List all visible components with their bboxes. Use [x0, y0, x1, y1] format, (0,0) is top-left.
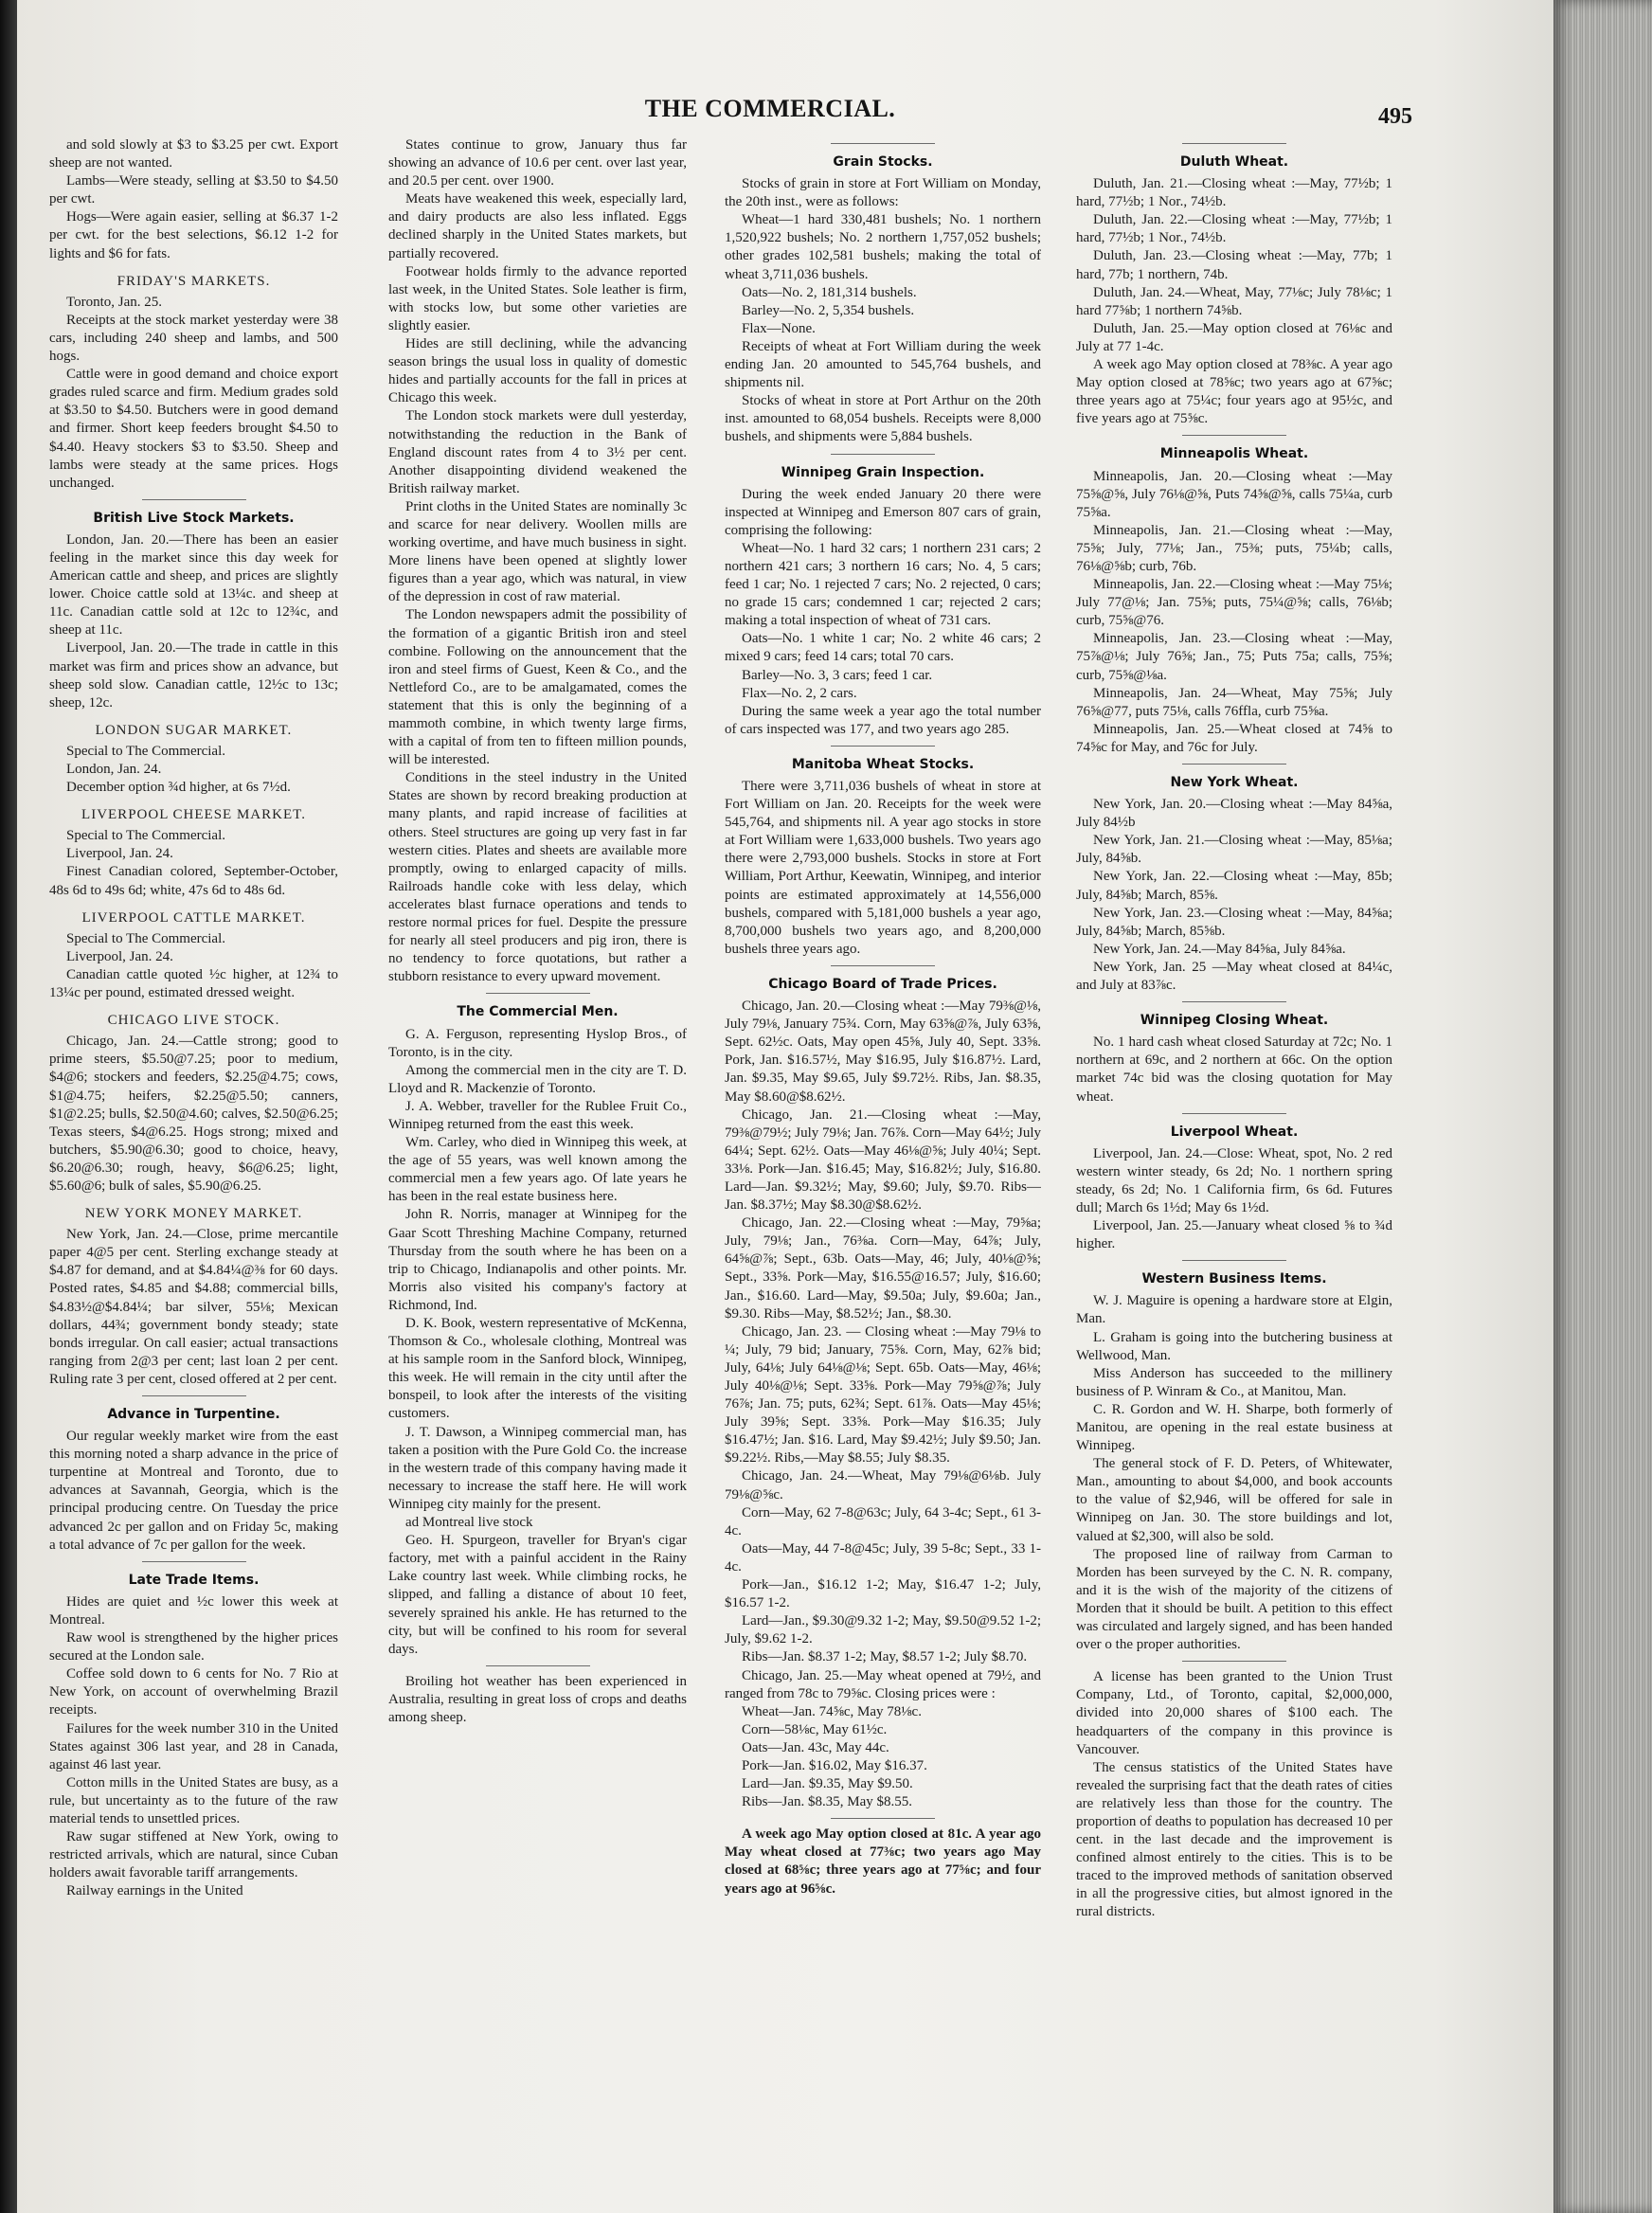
- section-heading: LIVERPOOL CATTLE MARKET.: [81, 909, 306, 926]
- section-heading: Manitoba Wheat Stocks.: [791, 756, 975, 772]
- page-number: 495: [1378, 104, 1412, 129]
- heading-rule: [1182, 764, 1286, 765]
- article-paragraph: The census statistics of the United States have revealed the surprising fact that the death rates of cities are relatively less than those for the country. The proportion of deaths to population has decreased 10 per cent. in the last decade and the improvement is confined almost entirely to the cities. This is to be traced to the improved methods of sanitation observed in all the progressive cities, but almost ignored in the rural districts.: [1076, 1759, 1392, 1920]
- article-paragraph: Chicago, Jan. 21.—Closing wheat :—May, 79⅜@79½; July 79⅛; Jan. 76⅞. Corn—May 64½; July 64¼; Sept. 62½. Oats—May 46⅛@⅝; July 40¼; Sept. 33⅛. Pork—Jan. $16.45; May, $16.82½; July, $16.80. Lard—Jan. $9.32½; May, $9.60; July, $9.70. Ribs—Jan. $8.37½; May $8.30@$8.62½.: [725, 1106, 1041, 1214]
- article-paragraph: Chicago, Jan. 25.—May wheat opened at 79½, and ranged from 78c to 79⅝c. Closing prices were :: [725, 1667, 1041, 1701]
- article-paragraph: Chicago, Jan. 24.—Wheat, May 79⅛@6⅛b. July 79⅛@⅝c.: [725, 1468, 1041, 1502]
- page-stack-edge: [1553, 0, 1652, 2213]
- section-heading: LONDON SUGAR MARKET.: [95, 722, 293, 738]
- article-paragraph: L. Graham is going into the butchering business at Wellwood, Man.: [1076, 1329, 1392, 1363]
- article-paragraph: Chicago, Jan. 22.—Closing wheat :—May, 79⅝a; July, 79⅛; Jan., 76⅜a. Corn—May, 64⅞; July, 64⅝@⅞; Sept., 63b. Oats—May, 46; July, 40⅛@⅝; Sept., 33⅝. Pork—May, $16.55@16.57; July, $16.60; Jan., $16.60. Lard—May, $9.50a; July, $9.60a; Jan., $9.30. Ribs—May, $8.52½; Jan., $8.30.: [725, 1215, 1041, 1322]
- article-paragraph: During the same week a year ago the total number of cars inspected was 177, and two years ago 285.: [725, 703, 1041, 737]
- heading-rule: [1182, 1001, 1286, 1002]
- article-paragraph: Corn—58⅛c, May 61½c.: [742, 1721, 888, 1737]
- article-paragraph: J. A. Webber, traveller for the Rublee Fruit Co., Winnipeg returned from the east this week.: [388, 1098, 687, 1132]
- article-paragraph: Minneapolis, Jan. 22.—Closing wheat :—May 75⅛; July 77@⅛; Jan. 75⅝; puts, 75¼@⅝; calls, 76⅛b; curb, 75⅝@76.: [1076, 577, 1392, 629]
- section-heading: CHICAGO LIVE STOCK.: [107, 1013, 280, 1029]
- article-paragraph: New York, Jan. 20.—Closing wheat :—May 84⅝a, July 84½b: [1076, 797, 1392, 831]
- article-paragraph: New York, Jan. 22.—Closing wheat :—May, 85b; July, 84⅝b; March, 85⅝.: [1076, 869, 1392, 903]
- article-paragraph: Pork—Jan. $16.02, May $16.37.: [742, 1757, 927, 1773]
- article-paragraph: Liverpool, Jan. 24.: [66, 948, 173, 964]
- article-paragraph: Among the commercial men in the city are T. D. Lloyd and R. Mackenzie of Toronto.: [388, 1062, 687, 1096]
- heading-rule: [831, 143, 935, 144]
- article-paragraph: Flax—None.: [742, 320, 816, 336]
- article-paragraph: London, Jan. 24.: [66, 762, 162, 777]
- article-paragraph: The London stock markets were dull yesterday, notwithstanding the reduction in the Bank of England discount rates from 4 to 3½ per cent. Another disappointing dividend weakened the British railway market.: [388, 408, 687, 496]
- section-rule: [1182, 1661, 1286, 1662]
- article-paragraph: Barley—No. 2, 5,354 bushels.: [742, 302, 915, 318]
- heading-rule: [142, 499, 246, 500]
- section-heading: Winnipeg Grain Inspection.: [781, 464, 985, 480]
- article-paragraph: Ribs—Jan. $8.37 1-2; May, $8.57 1-2; July $8.70.: [742, 1649, 1028, 1665]
- article-paragraph: Raw wool is strengthened by the higher prices secured at the London sale.: [49, 1630, 338, 1664]
- heading-rule: [1182, 1260, 1286, 1261]
- heading-rule: [486, 993, 590, 994]
- article-paragraph: Our regular weekly market wire from the east this morning noted a sharp advance in the price of turpentine at Montreal and Toronto, due to advances at Savannah, Georgia, which is the principal producing centre. On Tuesday the price advanced 2c per gallon and on Friday 5c, making a total advance of 7c per gallon for the week.: [49, 1429, 338, 1553]
- article-paragraph: Miss Anderson has succeeded to the millinery business of P. Winram & Co., at Manitou, Man.: [1076, 1365, 1392, 1399]
- article-paragraph: London, Jan. 20.—There has been an easier feeling in the market since this day week for American cattle and sheep, and prices are slightly lower. Choice cattle sold at 13¼c. and sheep at 11c. Canadian cattle sold at 12c to 12¾c, and sheep at 11c.: [49, 531, 338, 639]
- article-paragraph: Hogs—Were again easier, selling at $6.37 1-2 per cwt. for the best selections, $6.12 1-2 for lights and $6 for fats.: [49, 209, 338, 261]
- article-paragraph: Toronto, Jan. 25.: [66, 294, 163, 310]
- section-heading: Minneapolis Wheat.: [1159, 446, 1309, 462]
- heading-rule: [142, 1561, 246, 1562]
- article-paragraph: Broiling hot weather has been experienced in Australia, resulting in great loss of crops and deaths among sheep.: [388, 1673, 687, 1725]
- article-paragraph: Cotton mills in the United States are busy, as a rule, but uncertainty as to the future of the raw material tends to unsettled prices.: [49, 1774, 338, 1826]
- column-2: [388, 136, 687, 2031]
- article-paragraph: Railway earnings in the United: [66, 1883, 243, 1899]
- article-paragraph: D. K. Book, western representative of McKenna, Thomson & Co., wholesale clothing, Montreal was at his sample room in the Sanford block, Winnipeg, this week. He will remain in the city until after the bonspeil, to look after the interests of the visiting customers.: [388, 1316, 687, 1422]
- article-paragraph: Receipts of wheat at Fort William during the week ending Jan. 20 amounted to 545,764 bushels, and shipments nil.: [725, 338, 1041, 391]
- article-paragraph: A week ago May option closed at 78⅜c. A year ago May option closed at 78⅝c; two years ago at 67⅝c; three years ago at 75¼c; four years ago at 95½c, and five years ago at 75⅝c.: [1076, 357, 1392, 427]
- section-heading: Chicago Board of Trade Prices.: [768, 976, 997, 992]
- article-paragraph: Lard—Jan. $9.35, May $9.50.: [742, 1776, 913, 1792]
- section-heading: Winnipeg Closing Wheat.: [1140, 1013, 1329, 1029]
- article-paragraph: Stocks of grain in store at Fort William on Monday, the 20th inst., were as follows:: [725, 176, 1041, 210]
- section-heading: LIVERPOOL CHEESE MARKET.: [81, 807, 306, 823]
- article-paragraph: Ribs—Jan. $8.35, May $8.55.: [742, 1794, 912, 1810]
- article-paragraph: The proposed line of railway from Carman to Morden has been surveyed by the C. N. R. company, and it is the wish of the majority of the citizens of Morden that it should be built. A petition to this effect was circulated and largely signed, and has been handed over o the proper authorities.: [1076, 1546, 1392, 1653]
- article-paragraph: ad Montreal live stock: [405, 1515, 533, 1531]
- article-paragraph: Meats have weakened this week, especially lard, and dairy products are also less inflated. Eggs declined sharply in the United States markets, but partially recovered.: [388, 191, 687, 261]
- article-paragraph: Hides are still declining, while the advancing season brings the usual loss in quality of domestic hides and partially accounts for the fall in prices at Chicago this week.: [388, 336, 687, 406]
- article-paragraph: Cattle were in good demand and choice export grades ruled scarce and firm. Medium grades sold at $3.50 to $4.50. Butchers were in good demand and firmer. Short keep feeders brought $4.50 to $4.40. Heavy stockers $3 to $3.50. Sheep and lambs were steady at the same prices. Hogs unchanged.: [49, 367, 338, 491]
- article-paragraph: Hides are quiet and ½c lower this week at Montreal.: [49, 1593, 338, 1628]
- article-paragraph: Finest Canadian colored, September-October, 48s 6d to 49s 6d; white, 47s 6d to 48s 6d.: [49, 864, 338, 898]
- article-paragraph: Barley—No. 3, 3 cars; feed 1 car.: [742, 667, 933, 683]
- running-head: THE COMMERCIAL.: [644, 95, 896, 122]
- heading-rule: [1182, 143, 1286, 144]
- article-paragraph: Duluth, Jan. 22.—Closing wheat :—May, 77½b; 1 hard, 77½b; 1 Nor., 74½b.: [1076, 212, 1392, 246]
- article-paragraph: John R. Norris, manager at Winnipeg for the Gaar Scott Threshing Machine Company, returned Thursday from the south where he has been on a trip to Chicago, Indianapolis and other points. Mr. Morris also visited his company's factory at Richmond, Ind.: [388, 1207, 687, 1313]
- article-paragraph: Chicago, Jan. 24.—Cattle strong; good to prime steers, $5.50@7.25; poor to medium, $4@6; stockers and feeders, $2.25@4.75; cows, $1@4.75; heifers, $2.25@5.50; canners, $1@2.25; bulls, $2.50@4.60; calves, $2.50@6.25; Texas steers, $4@6.25. Hogs strong; mixed and butchers, $5.90@6.30; good to choice, heavy, $6.20@6.30; rough, heavy, $6@6.25; light, $5.60@6; bulk of sales, $5.90@6.25.: [49, 1034, 338, 1194]
- article-paragraph: No. 1 hard cash wheat closed Saturday at 72c; No. 1 northern at 69c, and 2 northern at 66c. On the option market 74c bid was the closing quotation for May wheat.: [1076, 1035, 1392, 1105]
- article-paragraph: New York, Jan. 24.—May 84⅝a, July 84⅝a.: [1093, 941, 1346, 957]
- article-paragraph: Flax—No. 2, 2 cars.: [742, 685, 857, 701]
- article-paragraph: Wheat—1 hard 330,481 bushels; No. 1 northern 1,520,922 bushels; No. 2 northern 1,757,052 bushels; other grades 102,581 bushels; making the total of wheat 3,711,036 bushels.: [725, 212, 1041, 282]
- article-paragraph: Corn—May, 62 7-8@63c; July, 64 3-4c; Sept., 61 3-4c.: [725, 1504, 1041, 1538]
- article-paragraph: Minneapolis, Jan. 24—Wheat, May 75⅝; July 76⅝@77, puts 75⅛, calls 76ffla, curb 75⅝a.: [1076, 685, 1392, 719]
- article-paragraph: Stocks of wheat in store at Port Arthur on the 20th inst. amounted to 68,054 bushels. Receipts were 8,000 bushels, and shipments were 5,884 bushels.: [725, 393, 1041, 445]
- article-paragraph: Chicago, Jan. 23. — Closing wheat :—May 79⅛ to ¼; July, 79 bid; January, 75⅝. Corn, May, 62⅞ bid; July, 64⅛; July 64⅛@⅛; Sept. 65b. Oats—May, 46⅛; July 40⅛@⅛; Sept. 33⅝. Pork—May 79⅝@⅞; July 76⅞; Jan. 75; puts, 62¾; Sept. 61⅞. Oats—May 45⅛; July 39⅝; Sept. 33⅝. Pork—May $16.35; July $16.47½; Jan. $16. Lard, May $9.42½; July $9.50; Jan. $9.22½. Ribs,—May $8.55; July $8.35.: [725, 1323, 1041, 1466]
- article-paragraph: There were 3,711,036 bushels of wheat in store at Fort William on Jan. 20. Receipts for the week were 545,764, and shipments nil. A year ago stocks in store at Fort William were 1,633,000 bushels. Two years ago there were 2,793,000 bushels. Stocks in store at Fort William, Port Arthur, Keewatin, Winnipeg, and interior points are estimated approximately at 14,556,000 bushels, compared with 5,181,000 bushels a year ago, 8,700,000 bushels two years ago, and 8,200,000 bushels three years ago.: [725, 779, 1041, 957]
- section-heading: Duluth Wheat.: [1179, 154, 1289, 170]
- article-paragraph: New York, Jan. 24.—Close, prime mercantile paper 4@5 per cent. Sterling exchange steady at $4.87 for demand, and at $4.84¼@⅜ for 60 days. Posted rates, $4.85 and $4.88; commercial bills, $4.83½@$4.84¼; bar silver, 55⅛; Mexican dollars, 44¾; government bondy steady; state bonds irregular. On call easier; actual transactions ranging from 2@3 per cent; last loan 2 per cent. Ruling rate 3 per cent, closed offered at 2 per cent.: [49, 1227, 338, 1387]
- article-paragraph: Wm. Carley, who died in Winnipeg this week, at the age of 55 years, was well known among the commercial men a few years ago. Of late years he has been in the real estate business here.: [388, 1135, 687, 1205]
- article-paragraph: Coffee sold down to 6 cents for No. 7 Rio at New York, on account of overwhelming Brazil receipts.: [49, 1666, 338, 1718]
- article-paragraph: Liverpool, Jan. 20.—The trade in cattle in this market was firm and prices show an advance, but sheep sold slow. Canadian cattle, 12½c to 13c; sheep, 12c.: [49, 640, 338, 711]
- article-paragraph: J. T. Dawson, a Winnipeg commercial man, has taken a position with the Pure Gold Co. the increase in the western trade of this company having made it necessary to increase the staff here. He will work Winnipeg city mainly for the present.: [388, 1424, 687, 1512]
- article-paragraph: Raw sugar stiffened at New York, owing to restricted arrivals, which are natural, since Cuban holders await favorable tariff arrangements.: [49, 1829, 338, 1881]
- article-paragraph: The London newspapers admit the possibility of the formation of a gigantic British iron and steel combine. Following on the announcement that the iron and steel firms of Guest, Keen & Co., and the Nettleford Co., are to be amalgamated, comes the statement that this is only the beginning of a mammoth combine, in which twenty large firms, with a capital of from ten to fifteen million pounds, will be interested.: [388, 607, 687, 768]
- article-paragraph: New York, Jan. 25 —May wheat closed at 84¼c, and July at 83⅞c.: [1076, 959, 1392, 994]
- article-paragraph: Duluth, Jan. 24.—Wheat, May, 77⅛c; July 78⅛c; 1 hard 77⅝b; 1 northern 74⅝b.: [1076, 284, 1392, 318]
- heading-rule: [831, 746, 935, 747]
- article-paragraph: Wheat—Jan. 74⅝c, May 78⅛c.: [742, 1703, 922, 1719]
- column-1: [49, 136, 338, 2207]
- binding-shadow: [0, 0, 17, 2213]
- article-paragraph: Lambs—Were steady, selling at $3.50 to $4.50 per cwt.: [49, 173, 338, 207]
- section-heading: Liverpool Wheat.: [1170, 1124, 1299, 1140]
- article-paragraph: New York, Jan. 23.—Closing wheat :—May, 84⅝a; July, 84⅝b; March, 85⅝b.: [1076, 905, 1392, 939]
- article-paragraph: Oats—No. 2, 181,314 bushels.: [742, 284, 917, 300]
- column-4: [1076, 136, 1392, 2088]
- article-paragraph: C. R. Gordon and W. H. Sharpe, both formerly of Manitou, are opening in the real estate business at Winnipeg.: [1076, 1401, 1392, 1454]
- section-heading: Advance in Turpentine.: [107, 1407, 280, 1422]
- column-3: [725, 136, 1041, 2097]
- article-paragraph: Special to The Commercial.: [66, 743, 226, 759]
- article-paragraph: Wheat—No. 1 hard 32 cars; 1 northern 231 cars; 2 northern 421 cars; 3 northern 16 cars; No. 4, 5 cars; feed 1 car; No. 1 rejected 7 cars; No. 2 rejected, 0 cars; no grade 15 cars; condemned 1 car; rejected 2 cars; making a total inspection of wheat of 731 cars.: [725, 540, 1041, 629]
- section-heading: British Live Stock Markets.: [93, 510, 295, 526]
- article-paragraph: Special to The Commercial.: [66, 828, 226, 844]
- article-paragraph: Liverpool, Jan. 24.—Close: Wheat, spot, No. 2 red western winter steady, 6s 2d; No. 1 northern spring steady, 6s 2d; No. 1 California firm, 6s 6d. Futures dull; March 6s 1½d; May 6s 1½d.: [1076, 1145, 1392, 1215]
- section-heading: Western Business Items.: [1141, 1271, 1327, 1287]
- article-paragraph: The general stock of F. D. Peters, of Whitewater, Man., amounting to about $4,000, and book accounts to the value of $2,946, will be offered for sale in Winnipeg on Jan. 30. The store buildings and lot, valued at $2,300, will also be sold.: [1076, 1456, 1392, 1544]
- article-paragraph: Print cloths in the United States are nominally 3c and scarce for near delivery. Woollen mills are working overtime, and have much business in sight. More linens have been opened at slightly lower figures than a year ago, which was natural, in view of the depression in cost of raw material.: [388, 498, 687, 605]
- article-paragraph: Lard—Jan., $9.30@9.32 1-2; May, $9.50@9.52 1-2; July, $9.62 1-2.: [725, 1613, 1041, 1647]
- article-paragraph: Geo. H. Spurgeon, traveller for Bryan's cigar factory, met with a painful accident in the Rainy Lake country last week. While climbing rocks, he slipped, and falling a distance of about 10 feet, severely sprained his ankle. He has returned to the city, but will be confined to his room for several days.: [388, 1533, 687, 1657]
- heading-rule: [142, 1395, 246, 1396]
- section-heading: FRIDAY'S MARKETS.: [117, 273, 271, 289]
- article-paragraph: Failures for the week number 310 in the United States against 306 last year, and 28 in Canada, against 46 last year.: [49, 1720, 338, 1772]
- article-paragraph: Minneapolis, Jan. 21.—Closing wheat :—May, 75⅝; July, 77⅛; Jan., 75⅜; puts, 75¼b; calls, 76⅛@⅝b; curb, 76b.: [1076, 522, 1392, 574]
- article-paragraph: A license has been granted to the Union Trust Company, Ltd., of Toronto, capital, $2,000,000, divided into 20,000 shares of $100 each. The headquarters of the company in this province is Vancouver.: [1076, 1669, 1392, 1757]
- heading-rule: [1182, 435, 1286, 436]
- section-heading: The Commercial Men.: [457, 1004, 619, 1020]
- section-heading: Late Trade Items.: [128, 1572, 260, 1588]
- article-paragraph: December option ¾d higher, at 6s 7½d.: [66, 780, 291, 796]
- article-paragraph: Oats—No. 1 white 1 car; No. 2 white 46 cars; 2 mixed 9 cars; feed 14 cars; total 70 cars.: [725, 631, 1041, 665]
- article-paragraph: During the week ended January 20 there were inspected at Winnipeg and Emerson 807 cars of grain, comprising the following:: [725, 486, 1041, 538]
- article-paragraph: and sold slowly at $3 to $3.25 per cwt. Export sheep are not wanted.: [49, 137, 338, 171]
- article-paragraph: States continue to grow, January thus far showing an advance of 10.6 per cent. over last year, and 20.5 per cent. over 1900.: [388, 137, 687, 189]
- article-paragraph: Canadian cattle quoted ½c higher, at 12¾ to 13¼c per pound, estimated dressed weight.: [49, 966, 338, 1001]
- article-paragraph: Liverpool, Jan. 24.: [66, 846, 173, 862]
- article-paragraph: Minneapolis, Jan. 23.—Closing wheat :—May, 75⅞@⅛; July 76⅝; Jan., 75; Puts 75a; calls, 75⅝; curb, 75⅝@⅛a.: [1076, 631, 1392, 683]
- section-heading: New York Wheat.: [1170, 775, 1299, 790]
- article-paragraph: Footwear holds firmly to the advance reported last week, in the United States. Sole leather is firm, with stocks low, but some other varieties are slightly easier.: [388, 263, 687, 333]
- section-rule: [486, 1665, 590, 1666]
- heading-rule: [831, 965, 935, 966]
- section-rule: [831, 1818, 935, 1819]
- article-paragraph: A week ago May option closed at 81c. A year ago May wheat closed at 77⅜c; two years ago May closed at 68⅝c; three years ago at 77⅝c; and four years ago at 96⅝c.: [725, 1826, 1041, 1897]
- article-paragraph: Duluth, Jan. 25.—May option closed at 76⅛c and July at 77 1-4c.: [1076, 320, 1392, 354]
- article-paragraph: Liverpool, Jan. 25.—January wheat closed ⅝ to ¾d higher.: [1076, 1218, 1392, 1252]
- section-heading: Grain Stocks.: [833, 154, 933, 170]
- article-paragraph: Oats—Jan. 43c, May 44c.: [742, 1739, 889, 1755]
- heading-rule: [831, 454, 935, 455]
- article-paragraph: Duluth, Jan. 23.—Closing wheat :—May, 77b; 1 hard, 77b; 1 northern, 74b.: [1076, 248, 1392, 282]
- heading-rule: [1182, 1113, 1286, 1114]
- section-heading: NEW YORK MONEY MARKET.: [84, 1206, 303, 1222]
- article-paragraph: G. A. Ferguson, representing Hyslop Bros., of Toronto, is in the city.: [388, 1026, 687, 1060]
- article-paragraph: Chicago, Jan. 20.—Closing wheat :—May 79⅜@⅛, July 79⅛, January 75¾. Corn, May 63⅝@⅞, July 63⅝, Sept. 62½c. Oats, May open 45⅝, July 40, Sept. 33⅝. Pork, Jan. $16.57½, May $16.95, July $16.87½. Lard, Jan. $9.35, May $9.65, July $9.72½. Ribs, Jan. $8.35, May $8.60@$8.62½.: [725, 999, 1041, 1105]
- article-paragraph: Conditions in the steel industry in the United States are shown by record breaking production at many plants, and rapid increase of facilities at others. Steel structures are going up very fast in far western cities. Plates and sheets are available more promptly, owing to enlarged capacity of mills. Railroads handle coke with less delay, which accelerates blast furnace operations and tends to restore normal prices for fuel. Despite the pressure for nearly all steel producers and pig iron, there is no tendency to force quotations, but rather a stubborn resistance to every upward movement.: [388, 770, 687, 985]
- article-paragraph: Minneapolis, Jan. 25.—Wheat closed at 74⅝ to 74⅝c for May, and 76c for July.: [1076, 721, 1392, 755]
- article-paragraph: Receipts at the stock market yesterday were 38 cars, including 240 sheep and lambs, and 500 hogs.: [49, 312, 338, 365]
- article-paragraph: Minneapolis, Jan. 20.—Closing wheat :—May 75⅝@⅝, July 76⅛@⅝, Puts 74⅝@⅝, calls 75¼a, curb 75⅝a.: [1076, 468, 1392, 520]
- article-paragraph: W. J. Maguire is opening a hardware store at Elgin, Man.: [1076, 1293, 1392, 1327]
- article-paragraph: Duluth, Jan. 21.—Closing wheat :—May, 77½b; 1 hard, 77½b; 1 Nor., 74½b.: [1076, 176, 1392, 210]
- article-paragraph: New York, Jan. 21.—Closing wheat :—May, 85⅛a; July, 84⅝b.: [1076, 833, 1392, 867]
- article-paragraph: Special to The Commercial.: [66, 930, 226, 946]
- article-paragraph: Oats—May, 44 7-8@45c; July, 39 5-8c; Sept., 33 1-4c.: [725, 1540, 1041, 1574]
- article-paragraph: Pork—Jan., $16.12 1-2; May, $16.47 1-2; July, $16.57 1-2.: [725, 1577, 1041, 1611]
